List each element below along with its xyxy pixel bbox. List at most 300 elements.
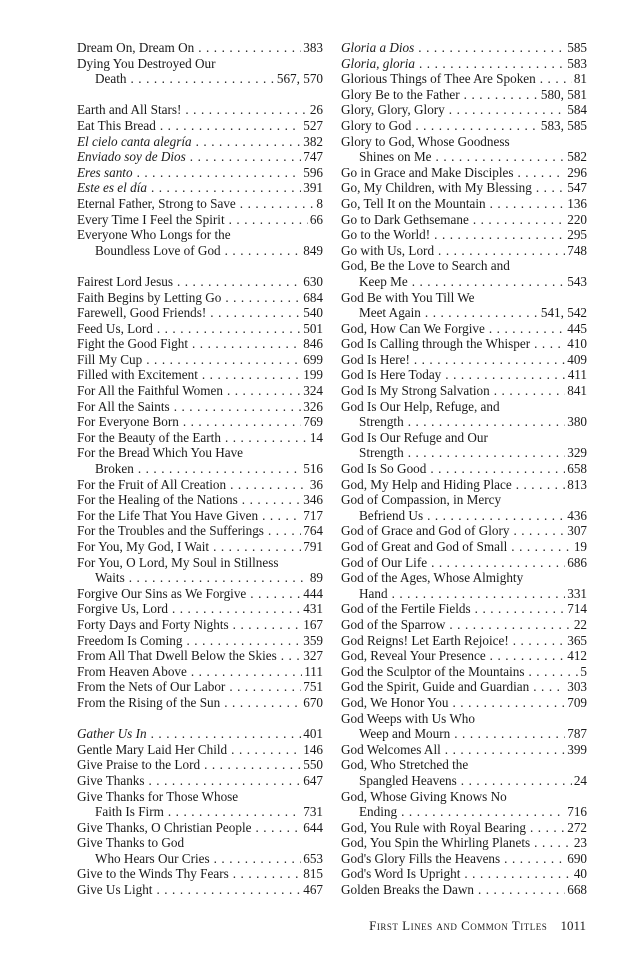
- entry-page-number: 684: [303, 289, 323, 305]
- index-entry: [77, 414, 323, 430]
- dot-leader: [183, 414, 301, 430]
- entry-title: Glory to God: [341, 117, 412, 133]
- entry-page-number: 791: [303, 539, 323, 554]
- dot-leader: [151, 726, 302, 742]
- entry-title: Everyone Who Longs for the: [77, 227, 231, 243]
- section-title: First Lines and Common Titles: [369, 918, 548, 933]
- entry-page-number: 709: [567, 694, 587, 710]
- entry-page-number: 295: [567, 227, 587, 243]
- entry-page-number: 644: [303, 819, 323, 835]
- entry-page-number: 331: [567, 585, 587, 601]
- entry-title: Filled with Excitement: [77, 367, 198, 383]
- entry-title: Go to the World!: [341, 227, 431, 243]
- dot-leader: [412, 274, 566, 290]
- entry-title: Freedom Is Coming: [77, 632, 183, 648]
- entry-title: For All the Saints: [77, 398, 170, 414]
- index-entry: [77, 695, 323, 711]
- entry-title: Fill My Cup: [77, 351, 143, 367]
- entry-page-number: 412: [567, 648, 587, 664]
- entry-page-number: 167: [303, 616, 323, 632]
- index-entry: [77, 633, 323, 649]
- entry-page-number: 630: [303, 273, 323, 289]
- index-entry: [77, 212, 323, 228]
- entry-title: God of the Sparrow: [341, 616, 446, 632]
- entry-page-number: 444: [303, 585, 323, 601]
- entry-title: From the Rising of the Sun: [77, 694, 221, 710]
- index-column-left: [77, 40, 323, 898]
- dot-leader: [190, 149, 301, 165]
- index-entry: [341, 430, 587, 461]
- entry-page-number: 272: [567, 819, 587, 835]
- entry-page-number: 550: [303, 757, 323, 773]
- entry-title: Go to Dark Gethsemane: [341, 211, 469, 227]
- entry-title: Go with Us, Lord: [341, 242, 435, 258]
- index-entry: [77, 679, 323, 695]
- dot-leader: [415, 118, 539, 134]
- index-entry: [341, 336, 587, 352]
- dot-leader: [418, 40, 565, 56]
- entry-page-number: 36: [309, 476, 323, 492]
- entry-page-number: 199: [303, 367, 323, 383]
- entry-page-number: 813: [567, 476, 587, 492]
- dot-leader: [427, 508, 565, 524]
- entry-page-number: 431: [303, 601, 323, 617]
- dot-leader: [494, 383, 565, 399]
- entry-title: Weep and Mourn: [359, 726, 451, 742]
- dot-leader: [430, 461, 565, 477]
- index-entry: [341, 757, 587, 788]
- dot-leader: [408, 445, 566, 461]
- dot-leader: [242, 492, 301, 508]
- entry-page-number: 136: [567, 195, 587, 211]
- index-entry: [77, 757, 323, 773]
- entry-page-number: 596: [303, 164, 323, 180]
- entry-title: Ending: [359, 804, 398, 820]
- index-entry: [341, 118, 587, 134]
- dot-leader: [408, 414, 566, 430]
- dot-leader: [473, 212, 565, 228]
- index-entry: [341, 352, 587, 368]
- entry-page-number: 585: [567, 40, 587, 55]
- entry-page-number: 411: [567, 367, 587, 383]
- dot-leader: [225, 243, 302, 259]
- dot-leader: [146, 352, 301, 368]
- dot-leader: [454, 726, 565, 742]
- dot-leader: [160, 118, 301, 134]
- entry-page-number: 501: [303, 320, 323, 336]
- index-entry: [77, 586, 323, 602]
- dot-leader: [202, 367, 301, 383]
- entry-title: God Welcomes All: [341, 741, 441, 757]
- entry-title: Gather Us In: [77, 726, 147, 742]
- index-entry: [77, 274, 323, 290]
- entry-title: Forty Days and Forty Nights: [77, 616, 229, 632]
- index-entry: [77, 430, 323, 446]
- index-entry: [77, 773, 323, 789]
- entry-page-number: 391: [303, 180, 323, 196]
- index-entry: [341, 56, 587, 72]
- entry-page-number: 647: [303, 772, 323, 788]
- index-entry: [77, 149, 323, 165]
- page-footer: [340, 918, 586, 934]
- entry-page-number: 380: [567, 414, 587, 430]
- index-entry: [77, 134, 323, 150]
- entry-title: Give Thanks to God: [77, 835, 185, 851]
- entry-page-number: 567, 570: [276, 71, 323, 87]
- entry-title: Dying You Destroyed Our: [77, 55, 216, 71]
- index-entry: [341, 695, 587, 711]
- entry-page-number: 787: [567, 726, 587, 742]
- entry-page-number: 409: [567, 351, 587, 367]
- entry-title: Strength: [359, 445, 404, 461]
- index-entry: [341, 461, 587, 477]
- entry-page-number: 81: [573, 71, 587, 87]
- entry-page-number: 527: [303, 117, 323, 133]
- entry-page-number: 111: [304, 663, 323, 679]
- dot-leader: [516, 477, 566, 493]
- entry-page-number: 8: [316, 195, 323, 211]
- entry-title: For the Life That You Have Given: [77, 507, 259, 523]
- dot-leader: [478, 882, 565, 898]
- dot-leader: [227, 383, 301, 399]
- dot-leader: [511, 539, 572, 555]
- dot-leader: [191, 664, 302, 680]
- entry-page-number: 815: [303, 866, 323, 882]
- dot-leader: [534, 336, 565, 352]
- dot-leader: [534, 835, 572, 851]
- entry-title: For You, My God, I Wait: [77, 539, 210, 554]
- dot-leader: [174, 399, 302, 415]
- entry-page-number: 686: [567, 554, 587, 570]
- index-entry: [77, 539, 323, 555]
- index-entry: [77, 742, 323, 758]
- entry-title: Keep Me: [359, 273, 408, 289]
- dot-leader: [268, 523, 301, 539]
- dot-leader: [233, 866, 301, 882]
- entry-page-number: 365: [567, 632, 587, 648]
- dot-leader: [231, 742, 301, 758]
- entry-page-number: 26: [309, 102, 323, 118]
- index-entry: [341, 601, 587, 617]
- entry-title: God, How Can We Forgive: [341, 320, 485, 336]
- dot-leader: [513, 523, 565, 539]
- entry-page-number: 540: [303, 305, 323, 321]
- dot-leader: [445, 367, 565, 383]
- entry-title: God Is Our Refuge and Our: [341, 429, 488, 445]
- entry-page-number: 543: [567, 273, 587, 289]
- entry-title: God Is Calling through the Whisper: [341, 336, 531, 352]
- entry-title: For Everyone Born: [77, 414, 179, 430]
- dot-leader: [225, 430, 308, 446]
- index-entry: [341, 866, 587, 882]
- entry-page-number: 668: [567, 882, 587, 898]
- dot-leader: [210, 305, 301, 321]
- dot-leader: [449, 102, 565, 118]
- dot-leader: [431, 555, 565, 571]
- index-entry: [341, 243, 587, 259]
- entry-title: Go, My Children, with My Blessing: [341, 180, 532, 196]
- dot-leader: [392, 586, 566, 602]
- entry-page-number: 467: [303, 882, 323, 898]
- entry-title: Earth and All Stars!: [77, 102, 182, 118]
- entry-title: God, We Honor You: [341, 694, 449, 710]
- entry-title: God Is Here Today: [341, 367, 442, 383]
- index-entry: [341, 227, 587, 243]
- entry-page-number: 748: [567, 242, 587, 258]
- entry-title: Forgive Our Sins as We Forgive: [77, 585, 247, 601]
- dot-leader: [151, 180, 301, 196]
- index-entry: [77, 336, 323, 352]
- section-gap: [77, 87, 323, 103]
- entry-page-number: 382: [303, 133, 323, 149]
- index-entry: [77, 399, 323, 415]
- dot-leader: [172, 601, 301, 617]
- index-entry: [341, 851, 587, 867]
- dot-leader: [137, 165, 302, 181]
- dot-leader: [434, 227, 565, 243]
- entry-title: Feed Us, Lord: [77, 320, 153, 336]
- index-entry: [77, 227, 323, 258]
- entry-title: God's Word Is Upright: [341, 866, 461, 882]
- entry-title: God of Great and God of Small: [341, 539, 508, 554]
- index-entry: [77, 555, 323, 586]
- dot-leader: [156, 882, 301, 898]
- entry-title: God of Compassion, in Mercy: [341, 492, 502, 508]
- index-entry: [341, 134, 587, 165]
- index-entry: [341, 367, 587, 383]
- dot-leader: [464, 866, 571, 882]
- dot-leader: [529, 664, 579, 680]
- index-entry: [341, 321, 587, 337]
- entry-title: God Be with You Till We: [341, 289, 475, 305]
- index-entry: [77, 726, 323, 742]
- entry-title: God's Glory Fills the Heavens: [341, 850, 501, 866]
- entry-title: Give to the Winds Thy Fears: [77, 866, 229, 882]
- entry-title: God, You Spin the Whirling Planets: [341, 835, 531, 851]
- dot-leader: [230, 477, 308, 493]
- entry-title: Glorious Things of Thee Are Spoken: [341, 71, 536, 87]
- entry-page-number: 751: [303, 679, 323, 695]
- index-entry: [77, 492, 323, 508]
- entry-title: Este es el día: [77, 180, 147, 196]
- entry-page-number: 66: [309, 211, 323, 227]
- entry-title: Fight the Good Fight: [77, 336, 189, 352]
- entry-page-number: 296: [567, 164, 587, 180]
- entry-title: God of Our Life: [341, 554, 428, 570]
- entry-title: Glory to God, Whose Goodness: [341, 133, 510, 149]
- entry-title: Meet Again: [359, 305, 421, 321]
- entry-title: Farewell, Good Friends!: [77, 305, 207, 321]
- dot-leader: [240, 196, 315, 212]
- index-entry: [77, 367, 323, 383]
- index-entry: [341, 742, 587, 758]
- dot-leader: [489, 321, 565, 337]
- entry-title: God of the Fertile Fields: [341, 601, 471, 617]
- entry-page-number: 714: [567, 601, 587, 617]
- dot-leader: [425, 305, 539, 321]
- entry-title: God, Whose Giving Knows No: [341, 788, 507, 804]
- index-entry: [77, 118, 323, 134]
- entry-title: God Weeps with Us Who: [341, 710, 475, 726]
- entry-page-number: 658: [567, 461, 587, 477]
- entry-title: God the Sculptor of the Mountains: [341, 663, 525, 679]
- entry-page-number: 303: [567, 679, 587, 695]
- entry-title: Boundless Love of God: [95, 242, 221, 258]
- entry-title: For You, O Lord, My Soul in Stillness: [77, 554, 279, 570]
- entry-page-number: 731: [303, 804, 323, 820]
- index-entry: [77, 648, 323, 664]
- entry-title: God of Grace and God of Glory: [341, 523, 510, 539]
- entry-title: For All the Faithful Women: [77, 383, 223, 399]
- entry-title: Strength: [359, 414, 404, 430]
- entry-title: For the Bread Which You Have: [77, 445, 244, 461]
- entry-page-number: 436: [567, 507, 587, 523]
- entry-page-number: 383: [303, 40, 323, 55]
- dot-leader: [187, 633, 302, 649]
- dot-leader: [490, 648, 566, 664]
- entry-title: Death: [95, 71, 127, 87]
- index-entry: [341, 664, 587, 680]
- dot-leader: [517, 165, 565, 181]
- entry-page-number: 326: [303, 398, 323, 414]
- index-entry: [77, 445, 323, 476]
- entry-title: Befriend Us: [359, 507, 424, 523]
- dot-leader: [168, 804, 301, 820]
- entry-title: God, Who Stretched the: [341, 757, 469, 773]
- dot-leader: [530, 820, 565, 836]
- entry-page-number: 670: [303, 694, 323, 710]
- entry-title: Eternal Father, Strong to Save: [77, 195, 236, 211]
- index-entry: [341, 523, 587, 539]
- index-entry: [341, 180, 587, 196]
- entry-title: For the Healing of the Nations: [77, 492, 238, 508]
- entry-page-number: 547: [567, 180, 587, 196]
- index-entry: [341, 258, 587, 289]
- entry-page-number: 584: [567, 102, 587, 118]
- entry-page-number: 653: [303, 850, 323, 866]
- entry-title: God Is Here!: [341, 351, 410, 367]
- index-entry: [77, 180, 323, 196]
- index-entry: [341, 617, 587, 633]
- index-entry: [341, 383, 587, 399]
- dot-leader: [196, 134, 302, 150]
- index-entry: [341, 212, 587, 228]
- entry-title: God, Be the Love to Search and: [341, 258, 510, 274]
- index-entry: [77, 882, 323, 898]
- entry-title: For the Troubles and the Sufferings: [77, 523, 264, 539]
- dot-leader: [262, 508, 301, 524]
- dot-leader: [138, 461, 301, 477]
- index-entry: [341, 165, 587, 181]
- dot-leader: [204, 757, 301, 773]
- entry-page-number: 516: [303, 461, 323, 477]
- entry-title: Golden Breaks the Dawn: [341, 882, 474, 898]
- dot-leader: [185, 102, 307, 118]
- index-entry: [341, 882, 587, 898]
- index-entry: [341, 570, 587, 601]
- entry-title: Every Time I Feel the Spirit: [77, 211, 225, 227]
- dot-leader: [229, 679, 301, 695]
- entry-title: Glory, Glory, Glory: [341, 102, 445, 118]
- index-entry: [341, 789, 587, 820]
- dot-leader: [513, 633, 565, 649]
- entry-title: El cielo canta alegría: [77, 133, 192, 149]
- entry-page-number: 699: [303, 351, 323, 367]
- dot-leader: [224, 695, 301, 711]
- dot-leader: [225, 290, 301, 306]
- entry-title: Fairest Lord Jesus: [77, 273, 173, 289]
- entry-page-number: 22: [573, 616, 587, 632]
- entry-title: God Is Our Help, Refuge, and: [341, 398, 500, 414]
- index-entry: [341, 835, 587, 851]
- dot-leader: [445, 742, 565, 758]
- entry-title: Forgive Us, Lord: [77, 601, 168, 617]
- entry-title: God, My Help and Hiding Place: [341, 476, 512, 492]
- entry-page-number: 846: [303, 336, 323, 352]
- index-entry: [341, 539, 587, 555]
- index-entry: [77, 617, 323, 633]
- index-entry: [77, 601, 323, 617]
- entry-page-number: 89: [309, 570, 323, 586]
- dot-leader: [192, 336, 301, 352]
- entry-page-number: 717: [303, 507, 323, 523]
- entry-page-number: 769: [303, 414, 323, 430]
- section-gap: [77, 711, 323, 727]
- entry-page-number: 307: [567, 523, 587, 539]
- index-entry: [77, 383, 323, 399]
- entry-page-number: 23: [573, 835, 587, 851]
- entry-title: God Is My Strong Salvation: [341, 383, 490, 399]
- index-entry: [77, 866, 323, 882]
- dot-leader: [533, 679, 565, 695]
- index-entry: [341, 290, 587, 321]
- entry-page-number: 583: [567, 55, 587, 71]
- entry-title: Spangled Heavens: [359, 772, 457, 788]
- entry-page-number: 541, 542: [540, 305, 587, 321]
- index-entry: [341, 196, 587, 212]
- entry-page-number: 401: [303, 726, 323, 742]
- index-entry: [77, 508, 323, 524]
- dot-leader: [540, 71, 572, 87]
- dot-leader: [214, 851, 302, 867]
- index-entry: [77, 789, 323, 820]
- index-entry: [341, 71, 587, 87]
- entry-page-number: 327: [303, 648, 323, 664]
- entry-page-number: 399: [567, 741, 587, 757]
- entry-page-number: 764: [303, 523, 323, 539]
- entry-title: Go, Tell It on the Mountain: [341, 195, 486, 211]
- entry-page-number: 410: [567, 336, 587, 352]
- entry-title: Gentle Mary Laid Her Child: [77, 741, 228, 757]
- entry-title: Give Thanks for Those Whose: [77, 788, 239, 804]
- entry-title: For the Beauty of the Earth: [77, 429, 221, 445]
- entry-title: Give Thanks, O Christian People: [77, 819, 252, 835]
- dot-leader: [131, 71, 275, 87]
- entry-title: Give Us Light: [77, 882, 153, 898]
- dot-leader: [229, 212, 308, 228]
- entry-title: Gloria, gloria: [341, 55, 416, 71]
- entry-page-number: 841: [567, 383, 587, 399]
- index-entry: [341, 399, 587, 430]
- dot-leader: [401, 804, 565, 820]
- dot-leader: [414, 352, 565, 368]
- entry-page-number: 324: [303, 383, 323, 399]
- entry-title: Shines on Me: [359, 149, 432, 165]
- index-entry: [77, 523, 323, 539]
- entry-title: God, You Rule with Royal Bearing: [341, 819, 526, 835]
- dot-leader: [449, 617, 571, 633]
- entry-page-number: 40: [573, 866, 587, 882]
